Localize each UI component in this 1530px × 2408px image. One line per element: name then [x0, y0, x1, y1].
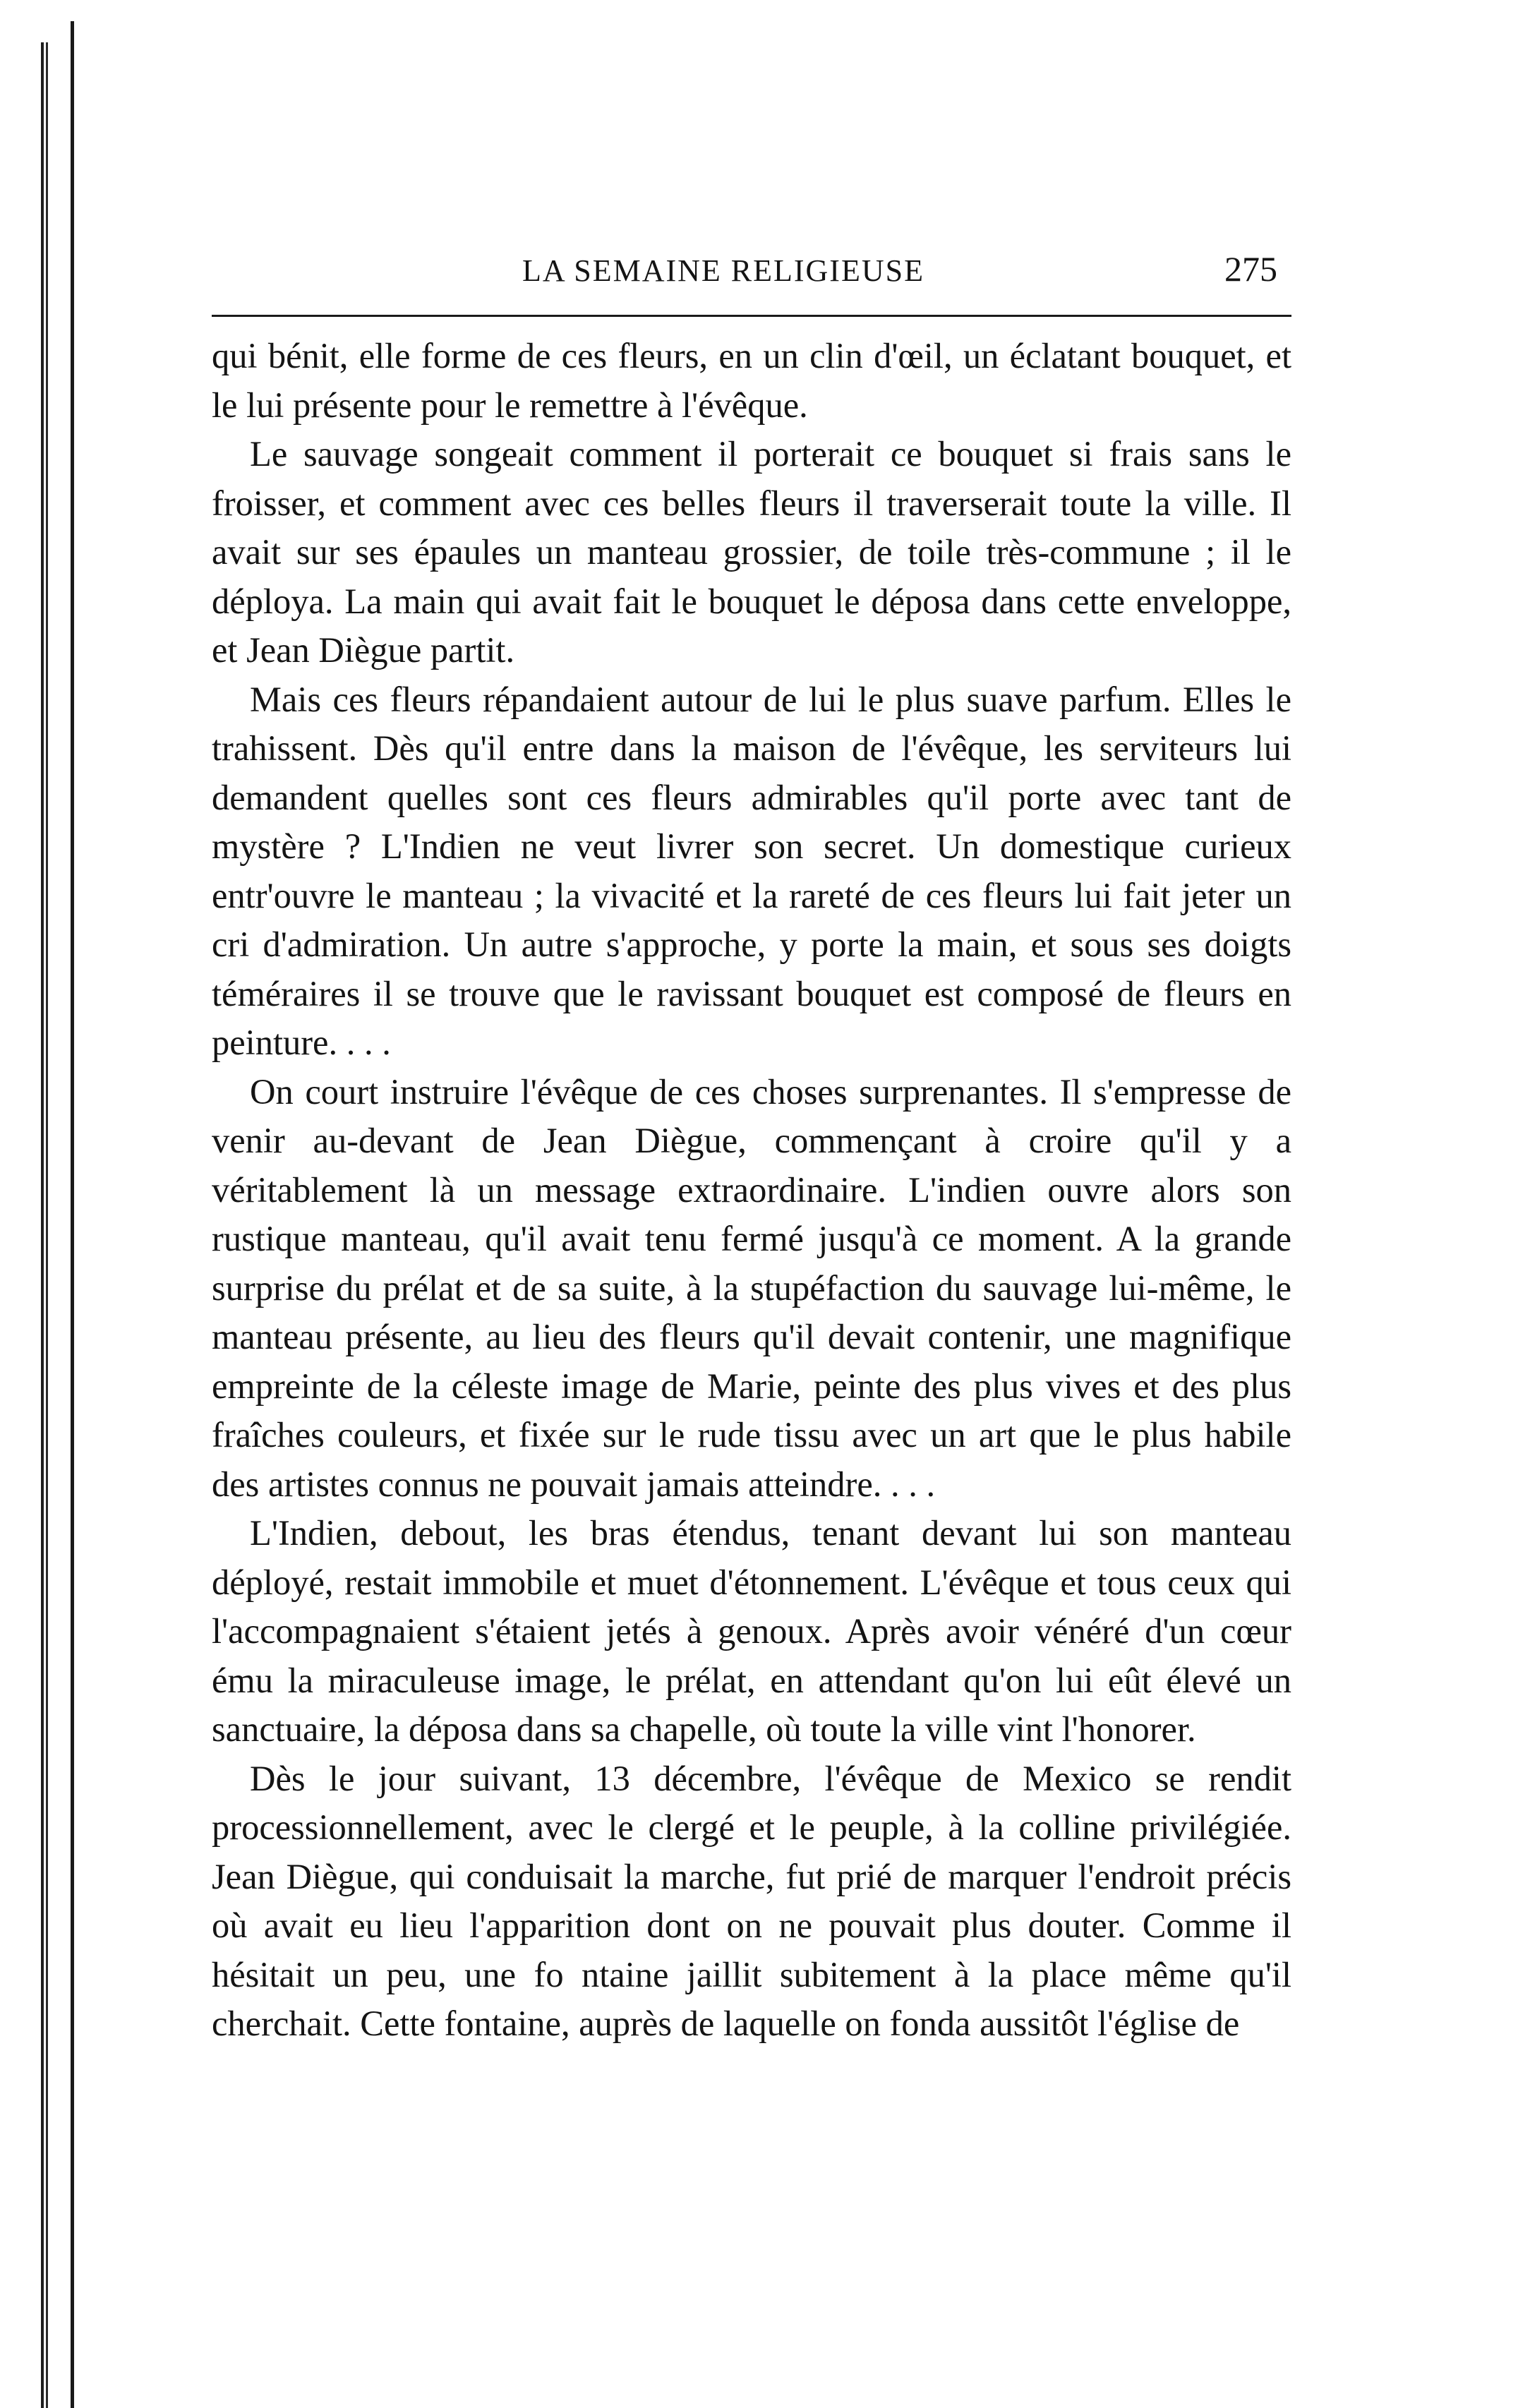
header-rule — [212, 315, 1291, 317]
running-title: LA SEMAINE RELIGIEUSE — [522, 253, 924, 288]
paragraph: Le sauvage songeait comment il porterait ce bouquet si frais sans le froisser, et comment avec ces belles fleurs il traverserait toute la ville. Il avait sur ses épaules un manteau grossier, de toile très-commune ; il le déploya. La main qui avait fait le bouquet le déposa dans cette enveloppe, et Jean Diègue partit. — [212, 434, 1291, 670]
body-text — [212, 332, 1291, 2049]
paragraph: Mais ces fleurs répandaient autour de lui le plus suave parfum. Elles le trahissent. Dès qu'il entre dans la maison de l'évêque, les serviteurs lui demandent quelles sont ces fleurs admirables qu'il porte avec tant de mystère ? L'Indien ne veut livrer son secret. Un domestique curieux entr'ouvre le manteau ; la vivacité et la rareté de ces fleurs lui fait jeter un cri d'admiration. Un autre s'approche, y porte la main, et sous ses doigts téméraires il se trouve que le ravissant bouquet est composé de fleurs en peinture. . . . — [212, 679, 1291, 1062]
page-number: 275 — [1224, 249, 1277, 289]
paragraph: L'Indien, debout, les bras étendus, tenant devant lui son manteau déployé, restait immobile et muet d'étonnement. L'évêque et tous ceux qui l'accompagnaient s'étaient jetés à genoux. Après avoir vénéré d'un cœur ému la miraculeuse image, le prélat, en attendant qu'on lui eût élevé un sanctuaire, la déposa dans sa chapelle, où toute la ville vint l'honorer. — [212, 1513, 1291, 1749]
page-header — [212, 248, 1291, 298]
paragraph: Dès le jour suivant, 13 décembre, l'évêque de Mexico se rendit processionnellement, avec le clergé et le peuple, à la colline privilégiée. Jean Diègue, qui conduisait la marche, fut prié de marquer l'endroit précis où avait eu lieu l'apparition dont on ne pouvait plus douter. Comme il hésitait un peu, une fo ntaine jaillit subitement à la place même qu'il cherchait. Cette fontaine, auprès de laquelle on fonda aussitôt l'église de — [212, 1758, 1291, 2043]
page-binding-edge — [41, 42, 48, 2408]
paragraph: On court instruire l'évêque de ces choses surprenantes. Il s'empresse de venir au-devant de Jean Diègue, commençant à croire qu'il y a véritablement là un message extraordinaire. L'indien ouvre alors son rustique manteau, qu'il avait tenu fermé jusqu'à ce moment. A la grande surprise du prélat et de sa suite, à la stupéfaction du sauvage lui-même, le manteau présente, au lieu des fleurs qu'il devait contenir, une magnifique empreinte de la céleste image de Marie, peinte des plus vives et des plus fraîches couleurs, et fixée sur le rude tissu avec un art que le plus habile des artistes connus ne pouvait jamais atteindre. . . . — [212, 1071, 1291, 1504]
page-binding-shadow — [71, 21, 75, 2408]
paragraph: qui bénit, elle forme de ces fleurs, en un clin d'œil, un éclatant bouquet, et le lui présente pour le remettre à l'évêque. — [212, 336, 1291, 425]
